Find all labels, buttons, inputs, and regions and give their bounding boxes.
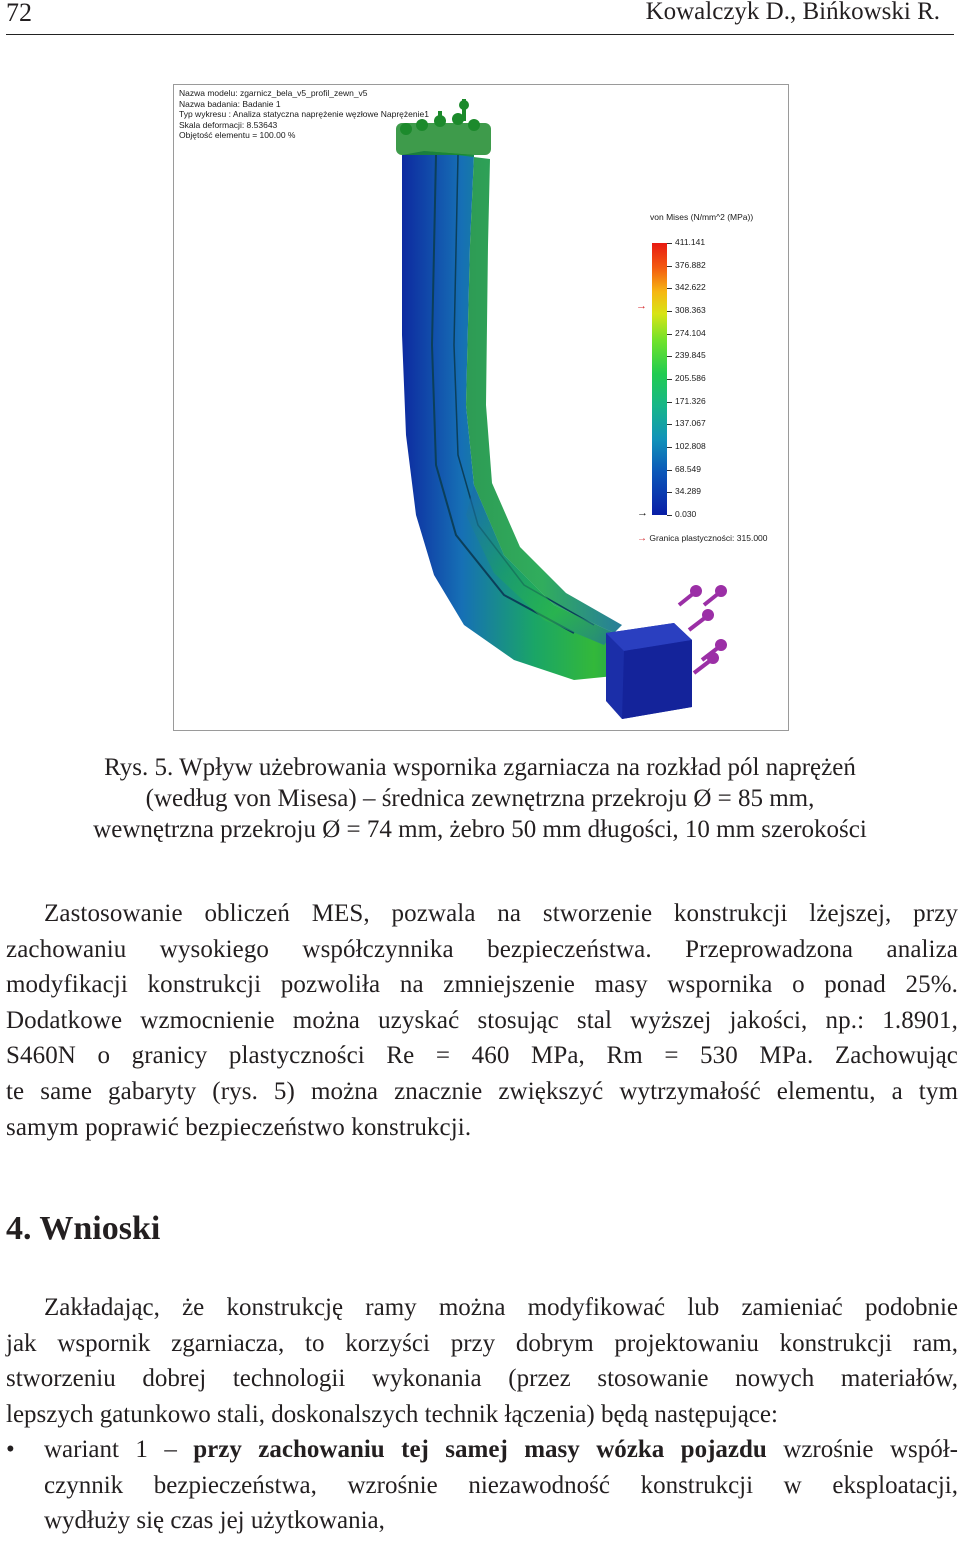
legend-tick-label: 102.808 [675, 441, 706, 451]
caption-line: Rys. 5. Wpływ użebrowania wspornika zgarniacza na rozkład pól naprężeń [104, 754, 856, 781]
plot-type: Typ wykresu : Analiza statyczna naprężenie węzłowe Naprężenie1 [179, 109, 429, 120]
legend-tick-label: 411.141 [675, 237, 706, 247]
element-volume: Objętość elementu = 100.00 % [179, 130, 296, 141]
end-block-face [622, 640, 692, 719]
legend-tick-label: 137.067 [675, 418, 706, 429]
legend-title: von Mises (N/mm^2 (MPa)) [650, 212, 754, 222]
legend-tick-mark [667, 311, 672, 312]
bullet-prefix: wariant 1 – [44, 1436, 194, 1463]
figure-caption [30, 752, 930, 845]
bullet-marker: • [6, 1436, 15, 1463]
fea-figure [173, 84, 789, 731]
yield-marker-arrow-icon: → [636, 300, 647, 312]
legend-tick-label: 171.326 [675, 395, 706, 406]
paragraph-line: S460N o granicy plastyczności Re = 460 MPa, Rm = 530 MPa. Zachowując [6, 1042, 958, 1070]
yield-strength-label [637, 533, 768, 544]
yield-arrow-icon: → [637, 533, 647, 544]
legend-tick-label: 0.030 [675, 509, 697, 519]
paragraph-line: Dodatkowe wzmocnienie można uzyskać stosując stal wyższej jakości, np.: 1.8901, [6, 1006, 958, 1034]
bullet-bold-text: przy zachowaniu tej samej masy wózka pojazdu [193, 1436, 767, 1463]
legend-tick-mark [667, 356, 672, 357]
bullet-line [44, 1432, 958, 1468]
legend-tick-mark [667, 334, 672, 335]
legend-tick-mark [667, 266, 672, 267]
paragraph-line: zachowaniu wysokiego współczynnika bezpieczeństwa. Przeprowadzona analiza [6, 935, 958, 963]
legend-tick-mark [667, 515, 672, 516]
caption-line: (według von Misesa) – średnica zewnętrzna przekroju Ø = 85 mm, [145, 785, 815, 812]
page-header [6, 0, 954, 35]
legend-tick-mark [667, 243, 672, 244]
legend-tick-mark [667, 470, 672, 471]
legend-tick-label: 205.586 [675, 373, 706, 383]
study-name: Nazwa badania: Badanie 1 [179, 98, 281, 109]
paragraph-line: jak wspornik zgarniacza, to korzyści przy dobrym projektowaniu konstrukcji ram, [6, 1329, 958, 1357]
paragraph-conclusions [6, 1290, 958, 1432]
fea-model-render [174, 85, 788, 730]
stress-colorbar [652, 243, 667, 515]
legend-tick-mark [667, 402, 672, 403]
legend-tick-label: 34.289 [675, 486, 701, 497]
yield-marker-black-icon: → [637, 507, 648, 519]
legend-tick-mark [667, 424, 672, 425]
paragraph-line: samym poprawić bezpieczeństwo konstrukcji. [6, 1113, 472, 1141]
bullet-line: czynnik bezpieczeństwa, wzrośnie niezawodność konstrukcji w eksploatacji, [44, 1471, 958, 1499]
legend-tick-label: 239.845 [675, 350, 706, 361]
paragraph-line: Zastosowanie obliczeń MES, pozwala na stworzenie konstrukcji lżejszej, przy [44, 900, 958, 927]
legend-tick-label: 376.882 [675, 259, 706, 270]
paragraph-line: Zakładając, że konstrukcję ramy można modyfikować lub zamieniać podobnie [44, 1294, 958, 1321]
legend-tick-mark [667, 447, 672, 448]
bullet-line: wydłuży się czas jej użytkowania, [44, 1507, 385, 1535]
paragraph-line: te same gabaryty (rys. 5) można znacznie zwiększyć wytrzymałość elementu, a tym [6, 1077, 958, 1105]
beam-body [402, 151, 642, 680]
running-head-authors: Kowalczyk D., Bińkowski R. [645, 0, 940, 25]
paragraph-line: lepszych gatunkowo stali, doskonalszych technik łączenia) będą następujące: [6, 1400, 778, 1428]
section-heading: 4. Wnioski [6, 1210, 161, 1247]
caption-line: wewnętrzna przekroju Ø = 74 mm, żebro 50 mm długości, 10 mm szerokości [93, 816, 867, 843]
paragraph-line: modyfikacji konstrukcji pozwoliła na zmniejszenie masy wspornika o ponad 25%. [6, 971, 958, 999]
model-name: Nazwa modelu: zgarnicz_bela_v5_profil_zewn_v5 [179, 88, 368, 98]
legend-tick-mark [667, 379, 672, 380]
bullet-item-variant-1 [6, 1432, 958, 1539]
fea-model-info [179, 88, 429, 141]
legend-tick-label: 342.622 [675, 282, 706, 293]
legend-tick-label: 68.549 [675, 463, 701, 474]
yield-strength-text: Granica plastyczności: 315.000 [649, 533, 768, 543]
page-number: 72 [6, 0, 32, 27]
bullet-line-rest: wzrośnie współ- [766, 1436, 958, 1463]
legend-tick-mark [667, 288, 672, 289]
legend-tick-label: 308.363 [675, 305, 706, 315]
bullet-text [44, 1432, 958, 1539]
deformation-scale: Skala deformacji: 8.53643 [179, 119, 278, 130]
legend-tick-mark [667, 492, 672, 493]
paragraph-line: stworzeniu dobrej technologii wykonania (przez stosowanie nowych materiałów, [6, 1365, 958, 1393]
paragraph-fem-conclusion [6, 896, 958, 1145]
legend-tick-label: 274.104 [675, 327, 706, 338]
